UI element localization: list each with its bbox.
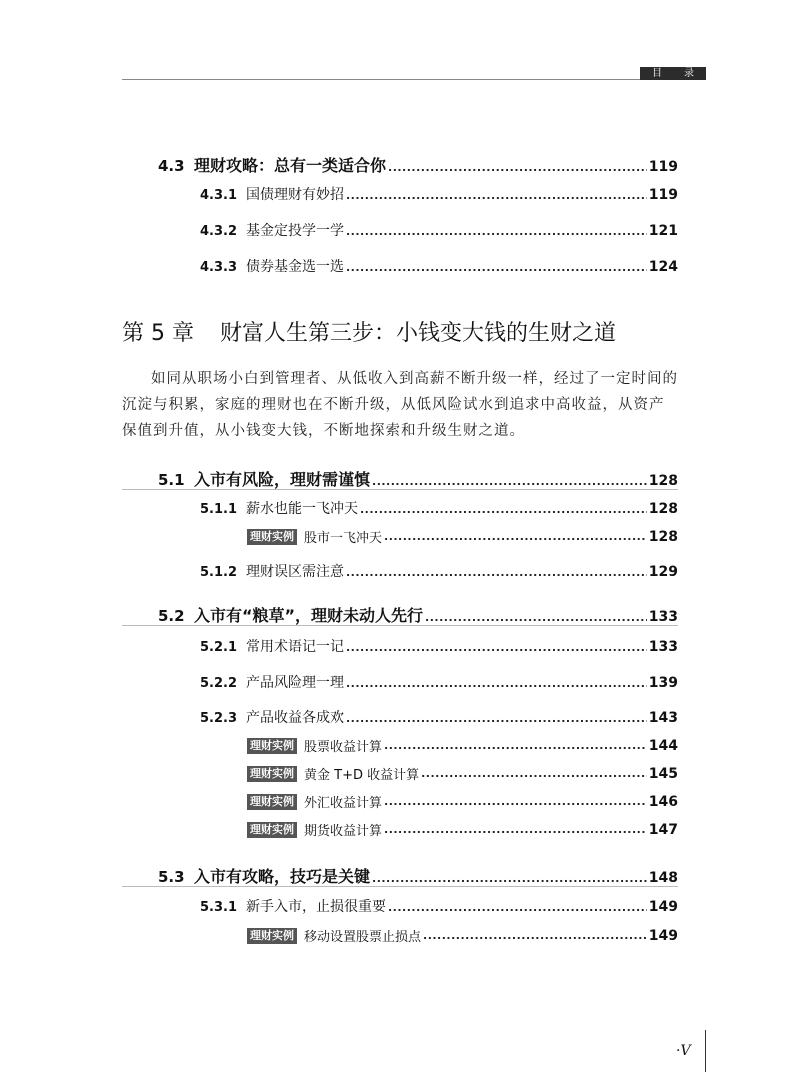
toc-page-number: 119	[648, 159, 678, 175]
toc-example-entry[interactable]	[247, 764, 678, 783]
toc-page-number: 128	[648, 473, 678, 489]
toc-title: 理财攻略：总有一类适合你	[194, 156, 387, 175]
toc-entry[interactable]	[200, 498, 678, 518]
toc-leader-dots	[360, 503, 647, 516]
toc-leader-dots	[346, 225, 647, 238]
chapter-title	[122, 316, 616, 347]
toc-leader-dots	[384, 530, 647, 543]
toc-entry[interactable]	[158, 467, 678, 490]
toc-leader-dots	[384, 795, 647, 808]
toc-entry[interactable]	[158, 153, 678, 176]
toc-leader-dots	[346, 712, 647, 725]
toc-page-number: 129	[648, 564, 678, 580]
header-label-left: 目	[652, 68, 662, 79]
example-badge: 理财实例	[247, 766, 297, 782]
toc-entry[interactable]	[158, 864, 678, 887]
toc-title: 移动设置股票止损点	[304, 930, 422, 945]
toc-entry[interactable]	[200, 184, 678, 204]
toc-leader-dots	[346, 641, 647, 654]
toc-title: 国债理财有妙招	[246, 187, 344, 203]
toc-leader-dots	[346, 261, 647, 274]
toc-title: 股市一飞冲天	[304, 531, 383, 546]
toc-page-number: 144	[648, 737, 678, 754]
toc-leader-dots	[372, 475, 647, 488]
example-badge: 理财实例	[247, 738, 297, 754]
toc-number: 5.3.1	[200, 900, 238, 915]
toc-leader-dots	[388, 161, 647, 174]
toc-example-entry[interactable]	[247, 736, 678, 755]
toc-entry[interactable]	[200, 220, 678, 240]
chapter-number: 第 5 章	[122, 321, 194, 346]
toc-leader-dots	[388, 901, 647, 914]
page-number: ·V	[676, 1043, 691, 1059]
toc-leader-dots	[423, 929, 647, 942]
toc-number: 4.3.1	[200, 188, 238, 203]
footer-rule	[705, 1030, 706, 1072]
section-divider	[122, 489, 678, 490]
toc-title: 入市有“粮草”，理财未动人先行	[194, 606, 424, 625]
section-divider	[122, 625, 678, 626]
toc-page-number: 128	[648, 501, 678, 517]
toc-number: 4.3	[158, 157, 185, 175]
toc-entry[interactable]	[200, 896, 678, 916]
header-label-right: 录	[684, 68, 694, 79]
toc-example-entry[interactable]	[247, 926, 678, 945]
toc-example-entry[interactable]	[247, 527, 678, 546]
toc-number: 5.1.2	[200, 565, 238, 580]
toc-example-entry[interactable]	[247, 820, 678, 839]
toc-page-number: 143	[648, 710, 678, 726]
toc-title: 产品风险理一理	[246, 675, 344, 691]
toc-page-number: 149	[648, 899, 678, 915]
toc-page-number: 133	[648, 609, 678, 625]
toc-title: 基金定投学一学	[246, 223, 344, 239]
example-badge: 理财实例	[247, 928, 297, 944]
chapter-title-text: 财富人生第三步：小钱变大钱的生财之道	[219, 321, 616, 346]
toc-page-number: 148	[648, 870, 678, 886]
chapter-intro: 如同从职场小白到管理者、从低收入到高薪不断升级一样，经过了一定时间的沉淀与积累，家庭的理财也在不断升级，从低风险试水到追求中高收益，从资产保值到升值，从小钱变大钱，不断地探索和升级生财之道。	[122, 371, 678, 439]
toc-title: 理财误区需注意	[246, 564, 344, 580]
toc-number: 5.2.1	[200, 640, 238, 655]
toc-title: 常用术语记一记	[246, 639, 344, 655]
toc-number: 5.2	[158, 607, 185, 625]
toc-page-number: 128	[648, 528, 678, 545]
section-divider	[122, 886, 678, 887]
toc-leader-dots	[346, 189, 647, 202]
toc-entry[interactable]	[200, 672, 678, 692]
toc-page-number: 147	[648, 821, 678, 838]
toc-page-number: 146	[648, 793, 678, 810]
toc-number: 5.3	[158, 868, 185, 886]
toc-title: 薪水也能一飞冲天	[246, 501, 358, 517]
toc-title: 债券基金选一选	[246, 259, 344, 275]
toc-number: 5.1	[158, 471, 185, 489]
toc-leader-dots	[346, 566, 647, 579]
header-rule	[122, 79, 706, 80]
toc-number: 4.3.3	[200, 260, 238, 275]
toc-page-number: 121	[648, 223, 678, 239]
toc-page-number: 149	[648, 927, 678, 944]
toc-title: 期货收益计算	[304, 824, 383, 839]
header-section-tab	[640, 67, 706, 80]
toc-page-number: 139	[648, 675, 678, 691]
toc-page-number: 124	[648, 259, 678, 275]
toc-entry[interactable]	[200, 561, 678, 581]
toc-leader-dots	[372, 872, 647, 885]
toc-leader-dots	[346, 677, 647, 690]
toc-title: 产品收益各成欢	[246, 710, 344, 726]
toc-entry[interactable]	[200, 256, 678, 276]
toc-number: 4.3.2	[200, 224, 238, 239]
toc-number: 5.2.2	[200, 676, 238, 691]
toc-title: 新手入市，止损很重要	[246, 899, 386, 915]
toc-title: 黄金 T+D 收益计算	[304, 768, 420, 783]
toc-page-number: 145	[648, 765, 678, 782]
toc-leader-dots	[421, 767, 647, 780]
toc-title: 外汇收益计算	[304, 796, 383, 811]
toc-leader-dots	[384, 823, 647, 836]
example-badge: 理财实例	[247, 794, 297, 810]
toc-title: 入市有风险，理财需谨慎	[194, 470, 371, 489]
toc-leader-dots	[425, 611, 647, 624]
toc-title: 股票收益计算	[304, 740, 383, 755]
toc-example-entry[interactable]	[247, 792, 678, 811]
toc-leader-dots	[384, 739, 647, 752]
toc-title: 入市有攻略，技巧是关键	[194, 867, 371, 886]
toc-page-number: 119	[648, 187, 678, 203]
toc-entry[interactable]	[158, 603, 678, 626]
toc-entry[interactable]	[200, 636, 678, 656]
toc-number: 5.2.3	[200, 711, 238, 726]
example-badge: 理财实例	[247, 822, 297, 838]
toc-page-number: 133	[648, 639, 678, 655]
toc-number: 5.1.1	[200, 502, 238, 517]
example-badge: 理财实例	[247, 529, 297, 545]
toc-entry[interactable]	[200, 707, 678, 727]
